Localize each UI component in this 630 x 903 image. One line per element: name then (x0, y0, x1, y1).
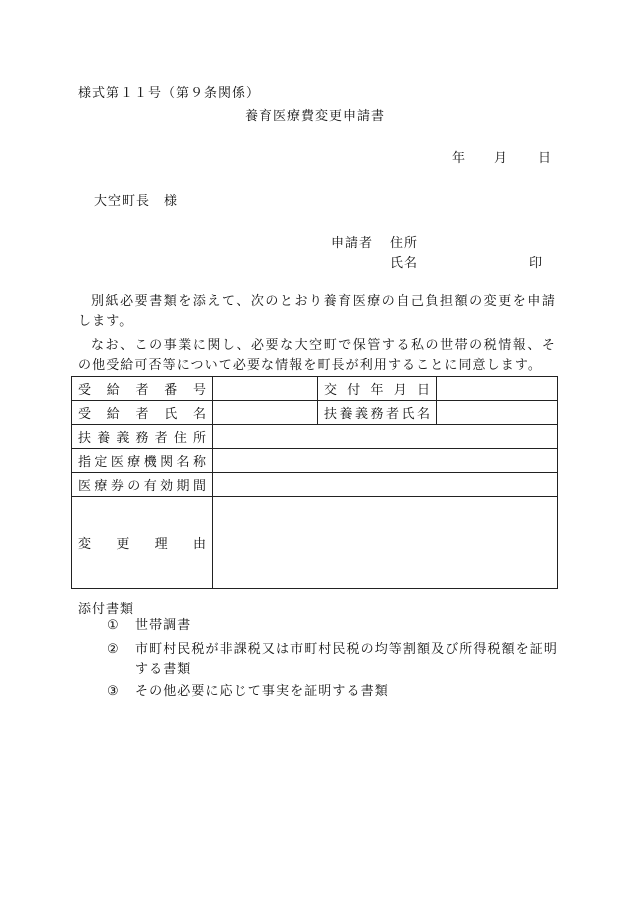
attachment-number: ② (107, 642, 120, 657)
application-table (71, 376, 558, 589)
table-row (72, 377, 558, 401)
recipient-name-field[interactable] (213, 401, 318, 425)
guardian-name-field[interactable] (437, 401, 558, 425)
medical-institution-label: 指定医療機関名称 (72, 449, 213, 473)
attachment-text: その他必要に応じて事実を証明する書類 (135, 684, 389, 699)
date-month-label: 月 (494, 151, 508, 166)
applicant-name-label: 氏名 (390, 256, 419, 271)
table-row (72, 401, 558, 425)
attachment-text: 市町村民税が非課税又は市町村民税の均等割額及び所得税額を証明する書類 (135, 642, 559, 677)
guardian-address-field[interactable] (213, 425, 558, 449)
ticket-validity-label: 医療券の有効期間 (72, 473, 213, 497)
date-day-label: 日 (538, 151, 552, 166)
issue-date-label: 交付年月日 (318, 377, 437, 401)
seal-label: 印 (529, 256, 543, 271)
body-paragraph-2: なお、この事業に関し、必要な大空町で保管する私の世帯の税情報、その他受給可否等について必要な情報を町長が利用することに同意します。 (78, 338, 556, 373)
document-title: 養育医療費変更申請書 (244, 109, 385, 124)
date-year-label: 年 (452, 151, 466, 166)
change-reason-field[interactable] (213, 497, 558, 589)
medical-institution-field[interactable] (213, 449, 558, 473)
attachment-item (107, 682, 559, 702)
guardian-name-label: 扶養義務者氏名 (318, 401, 437, 425)
attachment-number: ③ (107, 684, 120, 699)
guardian-address-label: 扶養義務者住所 (72, 425, 213, 449)
applicant-label: 申請者 (331, 236, 374, 251)
form-number: 様式第１１号（第９条関係） (78, 86, 261, 101)
attachment-text: 世帯調書 (135, 618, 192, 633)
attachment-number: ① (107, 618, 120, 633)
recipient-name-label: 受給者氏名 (72, 401, 213, 425)
applicant-address-label: 住所 (390, 236, 419, 251)
recipient-number-label: 受給者番号 (72, 377, 213, 401)
attachments-title: 添付書類 (78, 602, 135, 617)
table-row (72, 449, 558, 473)
addressee: 大空町長 様 (94, 194, 179, 209)
body-paragraph-1: 別紙必要書類を添えて、次のとおり養育医療の自己負担額の変更を申請します。 (78, 294, 556, 329)
ticket-validity-field[interactable] (213, 473, 558, 497)
attachment-item (107, 616, 559, 636)
table-row (72, 425, 558, 449)
table-row (72, 497, 558, 589)
change-reason-label: 変更理由 (72, 497, 213, 589)
recipient-number-field[interactable] (213, 377, 318, 401)
attachment-item (107, 640, 559, 680)
table-row (72, 473, 558, 497)
issue-date-field[interactable] (437, 377, 558, 401)
